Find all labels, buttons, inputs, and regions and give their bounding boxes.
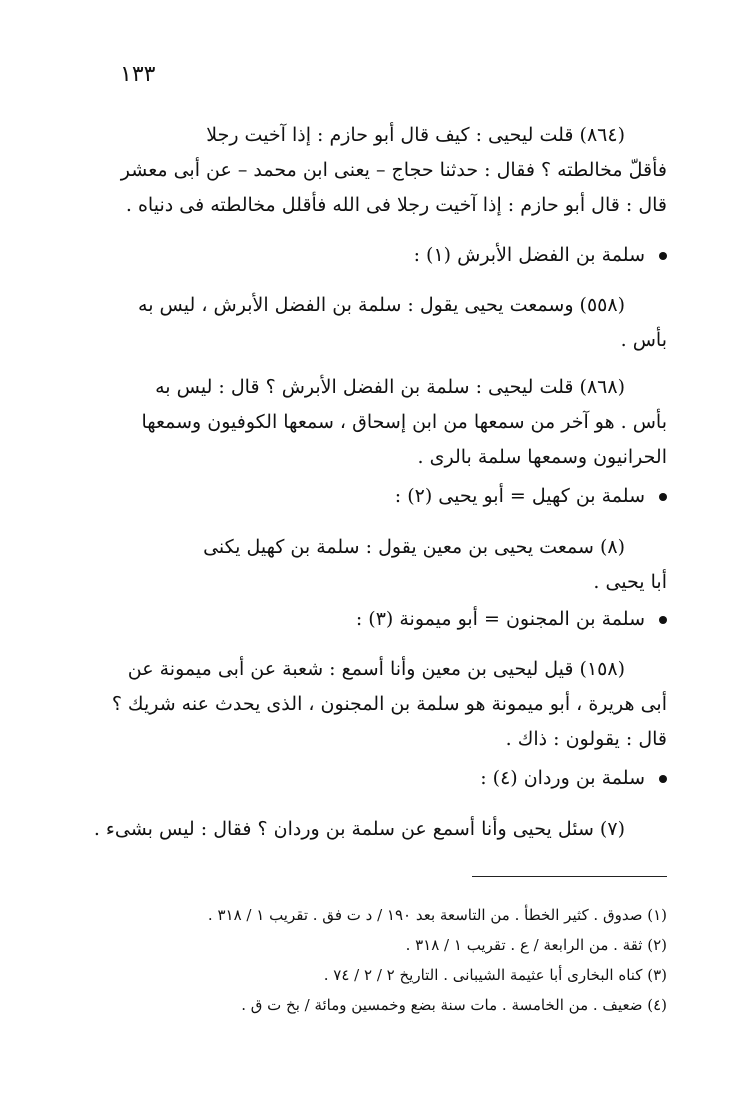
text-line: (٨٦٤) قلت ليحيى : كيف قال أبو حازم : إذا آخيت رجلا — [206, 124, 625, 146]
section-heading-salama-ibn-wardan — [77, 763, 667, 793]
page-number: ١٣٣ — [120, 62, 156, 87]
text-line: بأس . هو آخر من سمعها من ابن إسحاق ، سمعها الكوفيون وسمعها — [141, 411, 667, 433]
text-line: أبى هريرة ، أبو ميمونة هو سلمة بن المجنون ، الذى يحدث عنه شريك ؟ — [111, 693, 667, 715]
section-heading-salama-ibn-al-fadl — [77, 240, 667, 270]
text-line: (٨٦٨) قلت ليحيى : سلمة بن الفضل الأبرش ؟ قال : ليس به — [155, 376, 625, 398]
bullet-icon — [659, 616, 667, 624]
heading-text: سلمة بن وردان (٤) : — [480, 767, 645, 789]
entry-158 — [77, 652, 667, 757]
section-heading-salama-ibn-al-majnun — [77, 604, 667, 634]
footnotes — [77, 900, 667, 1020]
bullet-icon — [659, 493, 667, 501]
heading-text: سلمة بن كهيل = أبو يحيى (٢) : — [394, 485, 645, 507]
footnote-1: (١) صدوق . كثير الخطأ . من التاسعة بعد ١٩٠ / د ت فق . تقريب ١ / ٣١٨ . — [207, 906, 667, 924]
heading-text: سلمة بن الفضل الأبرش (١) : — [413, 244, 645, 266]
text-line: قال : يقولون : ذاك . — [505, 728, 667, 750]
text-line: (٨) سمعت يحيى بن معين يقول : سلمة بن كهيل يكنى — [203, 536, 625, 558]
text-line: الحرانيون وسمعها سلمة بالرى . — [417, 446, 667, 468]
footnote-separator — [472, 876, 667, 877]
entry-864 — [77, 118, 667, 223]
footnote-4: (٤) ضعيف . من الخامسة . مات سنة بضع وخمسين ومائة / بخ ت ق . — [241, 996, 667, 1014]
footnote-3: (٣) كناه البخارى أبا عثيمة الشيبانى . التاريخ ٢ / ٢ / ٧٤ . — [323, 966, 667, 984]
text-line: (٧) سئل يحيى وأنا أسمع عن سلمة بن وردان ؟ فقال : ليس بشىء . — [93, 818, 625, 840]
footnote-2: (٢) ثقة . من الرابعة / ع . تقريب ١ / ٣١٨ . — [405, 936, 667, 954]
heading-text: سلمة بن المجنون = أبو ميمونة (٣) : — [355, 608, 645, 630]
text-line: بأس . — [620, 329, 667, 351]
text-line: فأقلّ مخالطته ؟ فقال : حدثنا حجاج – يعنى ابن محمد – عن أبى معشر — [120, 159, 667, 181]
section-heading-salama-ibn-kuhail — [77, 481, 667, 511]
text-line: قال : قال أبو حازم : إذا آخيت رجلا فى الله فأقلل مخالطته فى دنياه . — [125, 194, 667, 216]
entry-558 — [77, 288, 667, 358]
entry-868 — [77, 370, 667, 475]
entry-8 — [77, 530, 667, 600]
bullet-icon — [659, 252, 667, 260]
text-line: (١٥٨) قيل ليحيى بن معين وأنا أسمع : شعبة عن أبى ميمونة عن — [127, 658, 625, 680]
text-line: (٥٥٨) وسمعت يحيى يقول : سلمة بن الفضل الأبرش ، ليس به — [138, 294, 625, 316]
text-line: أبا يحيى . — [593, 571, 667, 593]
entry-7 — [77, 812, 667, 847]
bullet-icon — [659, 775, 667, 783]
